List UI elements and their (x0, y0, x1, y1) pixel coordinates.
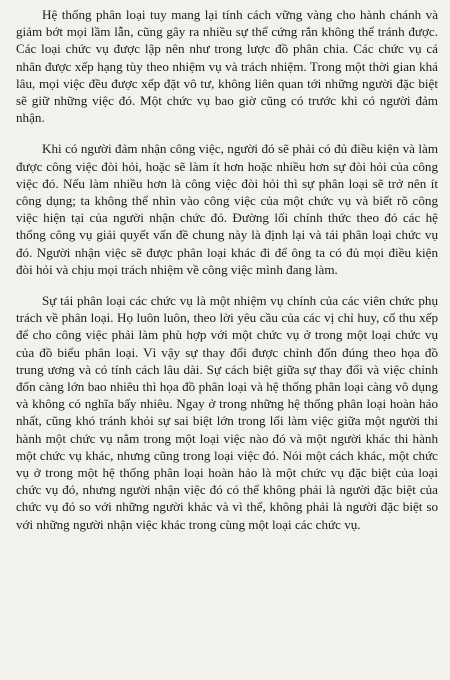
paragraph-3: Sự tái phân loại các chức vụ là một nhiệm vụ chính của các viên chức phụ trách về phân loại. Họ luôn luôn, theo lời yêu cầu của các vị chỉ huy, cố thu xếp để cho công việc phải làm phù hợp với một chức vụ ở trong một loại chức vụ của đồ biểu phân loại. Vì vậy sự thay đổi được chỉnh đốn đúng theo họa đồ trung ương và có tính cách lâu dài. Sự cách biệt giữa sự thay đổi và việc chỉnh đốn càng lớn bao nhiêu thì họa đồ phân loại và hệ thống phân loại càng vô dụng và không có nghĩa bấy nhiêu. Ngay ở trong những hệ thống phân loại hoàn hảo nhất, cũng khó tránh khỏi sự sai biệt lớn trong lối làm việc giữa một người thi hành một chức vụ nằm trong một loại việc nào đó và một người khác thi hành một chức vụ khác, nhưng cũng trong loại việc đó. Nói một cách khác, một chức vụ ở trong một hệ thống phân loại hoàn hảo là một chức vụ đặc biệt của loại chức vụ đó, nhưng người nhận việc đó có thể không phải là người đặc biệt của chức vụ đó so với những người khác và vì thế, không phải là người đặc biệt so với những người nhận việc khác trong cùng một loại các chức vụ. (16, 293, 438, 532)
paragraph-2: Khi có người đảm nhận công việc, người đó sẽ phải có đủ điều kiện và làm được công việc đòi hỏi, hoặc sẽ làm ít hơn hoặc nhiều hơn sự đòi hỏi của công việc đó. Nếu làm nhiều hơn là công việc đòi hỏi thì sự phân loại sẽ trở nên ít công dụng; ta không thể nhìn vào công việc của một chức vụ và biết rõ công việc hiện tại của người nhận chức đó. Đường lối chính thức theo đó các hệ thống công vụ giải quyết vấn đề chung này là định lại và tái phân loại chức vụ đó. Người nhận việc sẽ được phân loại khác đi để ông ta có đủ mọi điều kiện đòi hỏi và chịu mọi trách nhiệm về công việc mình đang làm. (16, 141, 438, 277)
paragraph-1: Hệ thống phân loại tuy mang lại tính cách vững vàng cho hành chánh và giảm bớt mọi lầm lẫn, cũng gây ra nhiều sự thể cứng rắn không thể tránh được. Các loại chức vụ được lập nên như trong lược đồ phân chia. Các chức vụ cá nhân được xếp hạng tùy theo nhiệm vụ và trách nhiệm. Trong một thời gian khá lâu, mọi việc đều được xếp đặt vô tư, không liên quan tới những người đặc biệt sẽ giữ những việc đó. Một chức vụ bao giờ cũng có trước khi có người đảm nhận. (16, 7, 438, 126)
